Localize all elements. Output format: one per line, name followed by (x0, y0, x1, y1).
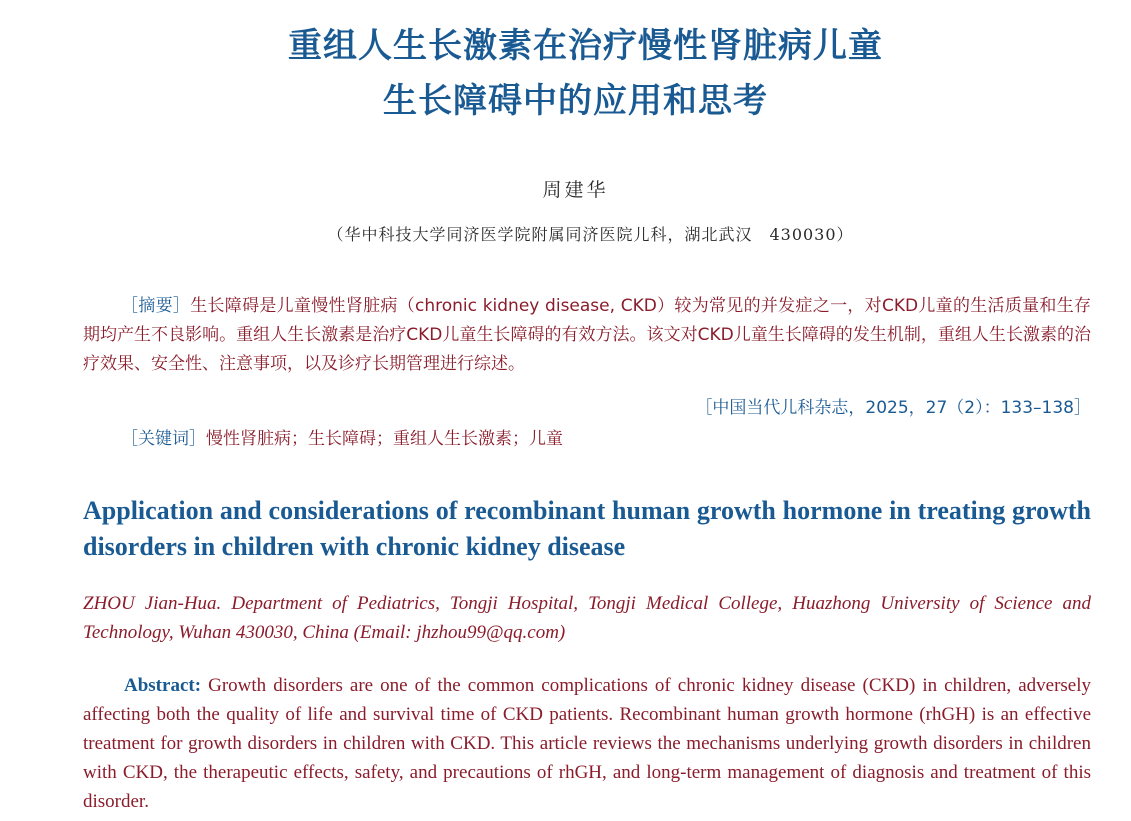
chinese-keywords (121, 424, 563, 449)
citation: ［中国当代儿科杂志，2025，27（2）：133–138］ (695, 398, 1091, 418)
english-abstract (83, 671, 1091, 816)
chinese-abstract (83, 292, 1091, 379)
chinese-affiliation: （华中科技大学同济医学院附属同济医院儿科，湖北武汉 430030） (327, 225, 854, 244)
chinese-abstract-text: 生长障碍是儿童慢性肾脏病（chronic kidney disease, CKD）较为常见的并发症之一，对CKD儿童的生活质量和生存期均产生不良影响。重组人生长激素是治疗CKD儿童生长障碍的有效方法。该文对CKD儿童生长障碍的发生机制，重组人生长激素的治疗效果、安全性、注意事项，以及诊疗长期管理进行综述。 (83, 296, 1092, 374)
chinese-abstract-label: ［摘要］ (121, 296, 191, 316)
english-title: Application and considerations of recombinant human growth hormone in treating growth disorders in children with chronic kidney disease (83, 496, 1091, 561)
english-author-affiliation: ZHOU Jian-Hua. Department of Pediatrics, Tongji Hospital, Tongji Medical College, Huazhong University of Science and Technology, Wuhan 430030, China (Email: jhzhou99@qq.com) (83, 593, 1091, 643)
chinese-title-line-1: 重组人生长激素在治疗慢性肾脏病儿童 (288, 26, 883, 66)
chinese-keywords-text: 慢性肾脏病；生长障碍；重组人生长激素；儿童 (206, 429, 563, 449)
chinese-keywords-label: ［关键词］ (121, 429, 206, 449)
english-abstract-text: Growth disorders are one of the common complications of chronic kidney disease (CKD) in children, adversely affecting both the quality of life and survival time of CKD patients. Recombinant human growth hormone (rhGH) is an effective treatment for growth disorders in children with CKD. This article reviews the mechanisms underlying growth disorders in children with CKD, the therapeutic effects, safety, and precautions of rhGH, and long-term management of diagnosis and treatment of this disorder. (83, 675, 1091, 812)
chinese-title-line-2: 生长障碍中的应用和思考 (383, 81, 768, 121)
chinese-author: 周建华 (542, 179, 609, 201)
english-abstract-label: Abstract: (124, 675, 202, 696)
